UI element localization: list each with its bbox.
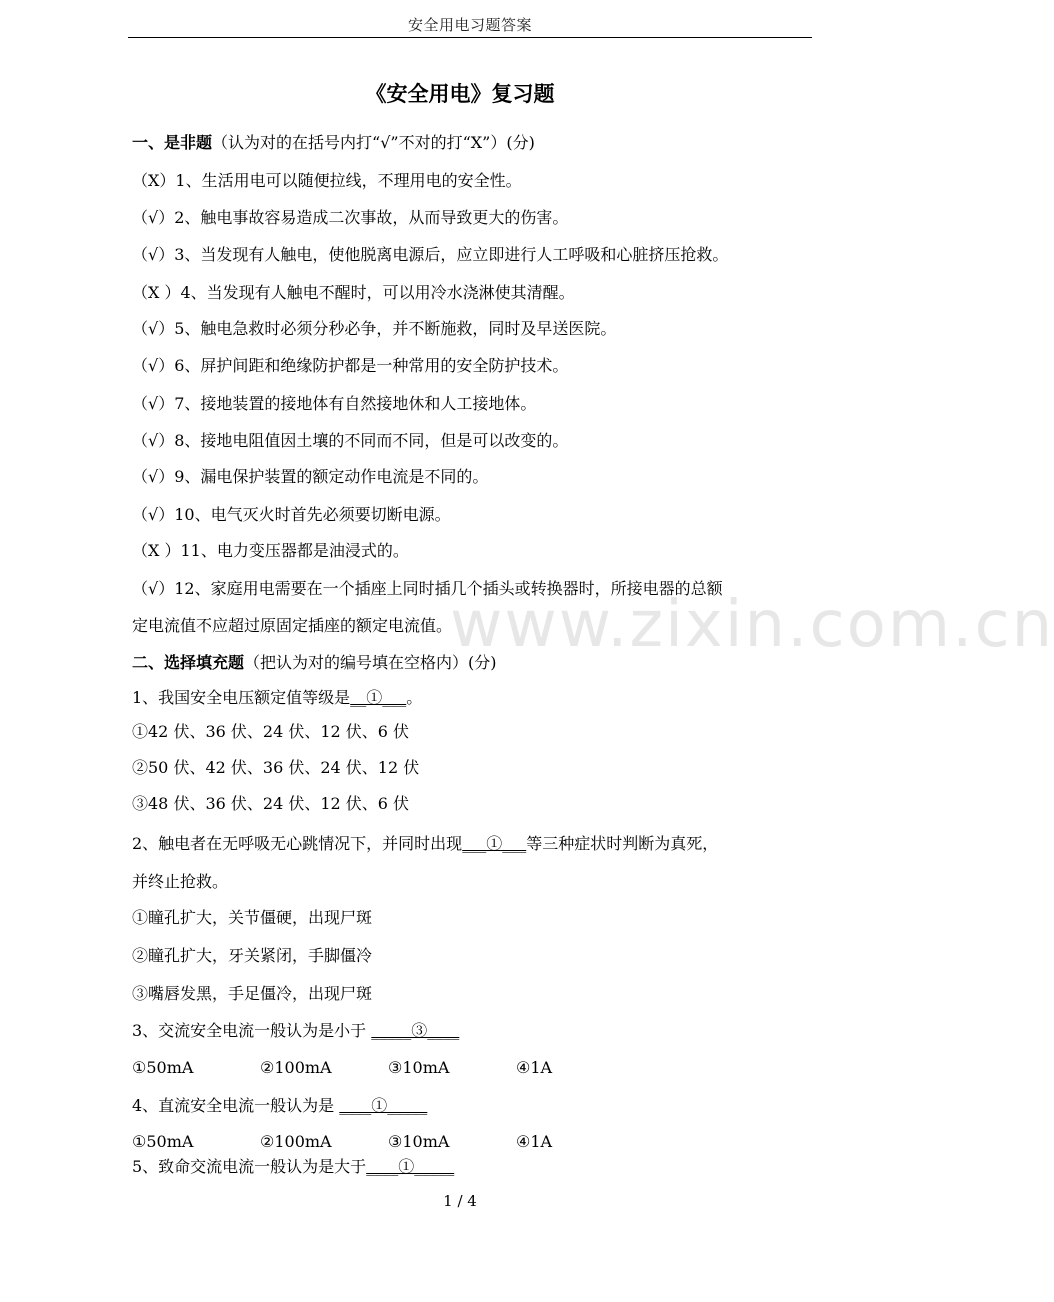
item12-continuation: 定电流值不应超过原固定插座的额定电流值。 (132, 616, 453, 635)
q2-answer-blank: ___①___ (462, 834, 527, 853)
answer-mark: （X ） (132, 283, 181, 302)
statement-text: 1、生活用电可以随便拉线，不理用电的安全性。 (175, 171, 522, 190)
answer-mark: （√） (132, 394, 175, 413)
q4-option-3: ③10mA (388, 1132, 450, 1151)
section2-note: （把认为对的编号填在空格内）(分) (244, 653, 497, 672)
section2-title: 二、选择填充题 (132, 653, 245, 672)
q3-option-1: ①50mA (132, 1058, 194, 1077)
statement-text: 8、接地电阻值因土壤的不同而不同，但是可以改变的。 (174, 431, 569, 450)
q5-text: 5、致命交流电流一般认为是大于 (132, 1157, 367, 1176)
statement-text: 6、屏护间距和绝缘防护都是一种常用的安全防护技术。 (174, 356, 569, 375)
question-3 (132, 1020, 822, 1042)
q3-option-4: ④1A (516, 1058, 553, 1077)
true-false-item (132, 504, 822, 526)
q1-option-3: ③48 伏、36 伏、24 伏、12 伏、6 伏 (132, 794, 410, 813)
page-header: 安全用电习题答案 (407, 16, 532, 34)
q2-option-3: ③嘴唇发黑，手足僵冷，出现尸斑 (132, 984, 373, 1003)
statement-text: 7、接地装置的接地体有自然接地休和人工接地体。 (174, 394, 537, 413)
q3-answer-blank: _____③____ (371, 1021, 460, 1040)
q2-continuation: 并终止抢救。 (132, 872, 229, 891)
q3-options (132, 1057, 822, 1079)
true-false-item (132, 540, 822, 562)
q1-option-1: ①42 伏、36 伏、24 伏、12 伏、6 伏 (132, 722, 410, 741)
q5-answer-blank: ____①_____ (366, 1157, 455, 1176)
section1-title: 一、是非题 (132, 133, 213, 152)
q1-answer-blank: __①___ (350, 688, 407, 707)
q3-option-3: ③10mA (388, 1058, 450, 1077)
statement-text: 4、当发现有人触电不醒时，可以用冷水浇淋使其清醒。 (180, 283, 575, 302)
question-2 (132, 833, 822, 855)
statement-text: 9、漏电保护装置的额定动作电流是不同的。 (174, 467, 489, 486)
q3-text: 3、交流安全电流一般认为是小于 (132, 1021, 372, 1040)
q1-post: 。 (406, 688, 423, 707)
answer-mark: （X ） (132, 541, 181, 560)
answer-mark: （X） (132, 171, 176, 190)
true-false-item (132, 170, 822, 192)
answer-mark: （√） (132, 579, 175, 598)
question-4 (132, 1095, 822, 1117)
true-false-item (132, 207, 822, 229)
q4-option-2: ②100mA (260, 1132, 332, 1151)
section1-note: （认为对的在括号内打“√”不对的打“X”）(分) (212, 133, 535, 152)
true-false-item (132, 355, 822, 377)
true-false-item (132, 466, 822, 488)
true-false-item (132, 430, 822, 452)
q2-text: 2、触电者在无呼吸无心跳情况下，并同时出现 (132, 834, 463, 853)
q2-option-1: ①瞳孔扩大，关节僵硬，出现尸斑 (132, 908, 373, 927)
true-false-item (132, 282, 822, 304)
statement-text: 12、家庭用电需要在一个插座上同时插几个插头或转换器时，所接电器的总额 (174, 579, 723, 598)
question-5 (132, 1156, 822, 1178)
statement-text: 5、触电急救时必须分秒必争，并不断施救，同时及早送医院。 (174, 319, 617, 338)
q3-option-2: ②100mA (260, 1058, 332, 1077)
watermark: www.zixin.com.cn (450, 588, 1054, 662)
q1-text: 1、我国安全电压额定值等级是 (132, 688, 351, 707)
q4-text: 4、直流安全电流一般认为是 (132, 1096, 340, 1115)
question-1 (132, 687, 822, 709)
header-rule (128, 37, 812, 38)
answer-mark: （√） (132, 245, 175, 264)
page-number: 1 / 4 (443, 1192, 477, 1210)
q4-options (132, 1131, 822, 1153)
q1-option-2: ②50 伏、42 伏、36 伏、24 伏、12 伏 (132, 758, 420, 777)
true-false-item (132, 318, 822, 340)
answer-mark: （√） (132, 356, 175, 375)
answer-mark: （√） (132, 319, 175, 338)
q2-post: 等三种症状时判断为真死， (526, 834, 719, 853)
statement-text: 3、当发现有人触电，使他脱离电源后，应立即进行人工呼吸和心脏挤压抢救。 (174, 245, 729, 264)
statement-text: 10、电气灭火时首先必须要切断电源。 (174, 505, 451, 524)
answer-mark: （√） (132, 467, 175, 486)
statement-text: 2、触电事故容易造成二次事故，从而导致更大的伤害。 (174, 208, 569, 227)
answer-mark: （√） (132, 431, 175, 450)
statement-text: 11、电力变压器都是油浸式的。 (180, 541, 409, 560)
q4-option-4: ④1A (516, 1132, 553, 1151)
section1-heading (132, 132, 822, 154)
q4-answer-blank: ____①_____ (339, 1096, 428, 1115)
q4-option-1: ①50mA (132, 1132, 194, 1151)
true-false-item (132, 393, 822, 415)
answer-mark: （√） (132, 505, 175, 524)
document-title: 《安全用电》复习题 (365, 82, 555, 106)
true-false-item (132, 244, 822, 266)
q2-option-2: ②瞳孔扩大，牙关紧闭，手脚僵冷 (132, 946, 373, 965)
answer-mark: （√） (132, 208, 175, 227)
